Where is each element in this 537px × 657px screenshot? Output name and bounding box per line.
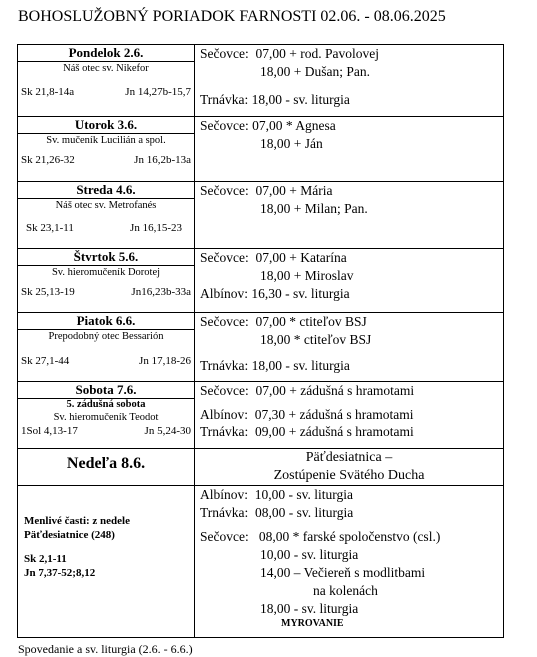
day-readings bbox=[18, 153, 194, 167]
sunday-name: Nedeľa 8.6. bbox=[66, 455, 146, 472]
day-saint: Prepodobný otec Bessarión bbox=[48, 331, 164, 342]
day-readings bbox=[18, 221, 194, 235]
mass-line: Sečovce: 07,00 + zádušná s hramotami bbox=[200, 383, 415, 398]
mass-spacer bbox=[195, 349, 503, 357]
sunday-header-row bbox=[18, 449, 504, 486]
day-name: Štvrtok 5.6. bbox=[18, 249, 194, 266]
mass-line: Sečovce: 07,00 * ctiteľov BSJ bbox=[200, 314, 367, 329]
day-name: Piatok 6.6. bbox=[18, 313, 194, 330]
props-title: Menlivé časti: z nedele bbox=[24, 515, 130, 527]
sunday-props bbox=[18, 486, 195, 638]
reading-gospel: Jn 17,18-26 bbox=[139, 355, 191, 367]
day-subtitle: 5. zádušná sobota bbox=[66, 399, 146, 410]
day-masses bbox=[195, 182, 504, 249]
reading-epistle: Sk 2,1-11 bbox=[24, 553, 67, 565]
mass-line: Sečovce: 07,00 + rod. Pavolovej bbox=[200, 46, 379, 61]
myrovanie-note: MYROVANIE bbox=[281, 618, 344, 629]
mass-line: 18,00 + Dušan; Pan. bbox=[260, 64, 370, 79]
page-title: BOHOSLUŽOBNÝ PORIADOK FARNOSTI 02.06. - 08.06.2025 bbox=[18, 8, 446, 25]
reading-gospel: Jn 5,24-30 bbox=[144, 425, 191, 437]
day-masses bbox=[195, 382, 504, 449]
day-info bbox=[18, 182, 195, 249]
mass-line: 18,00 - sv. liturgia bbox=[260, 601, 359, 616]
day-info bbox=[18, 45, 195, 117]
mass-line: 14,00 – Večiereň s modlitbami bbox=[260, 565, 426, 580]
reading-epistle: Sk 23,1-11 bbox=[26, 222, 74, 234]
day-masses bbox=[195, 45, 504, 117]
day-saint: Sv. hieromučeník Teodot bbox=[53, 412, 159, 423]
reading-gospel: Jn16,23b-33a bbox=[131, 286, 191, 298]
day-readings bbox=[18, 285, 194, 299]
day-info bbox=[18, 382, 195, 449]
mass-line: Albínov: 07,30 + zádušná s hramotami bbox=[200, 407, 414, 422]
reading-epistle: Sk 25,13-19 bbox=[21, 286, 75, 298]
day-masses bbox=[195, 313, 504, 382]
mass-line: 18,00 + Miroslav bbox=[260, 268, 354, 283]
mass-line: Trnávka: 09,00 + zádušná s hramotami bbox=[200, 424, 414, 439]
reading-gospel: Jn 16,15-23 bbox=[130, 222, 182, 234]
mass-spacer bbox=[195, 81, 503, 91]
footer-note: Spovedanie a sv. liturgia (2.6. - 6.6.) bbox=[18, 642, 193, 656]
mass-line: 18,00 + Milan; Pan. bbox=[260, 201, 368, 216]
mass-line: Trnávka: 18,00 - sv. liturgia bbox=[200, 358, 350, 373]
reading-gospel: Jn 16,2b-13a bbox=[134, 154, 191, 166]
day-readings bbox=[18, 424, 194, 438]
mass-line: Sečovce: 07,00 * Agnesa bbox=[200, 118, 336, 133]
reading-epistle: Sk 27,1-44 bbox=[21, 355, 70, 367]
day-saint: Sv. hieromučeník Dorotej bbox=[51, 267, 161, 278]
day-info bbox=[18, 117, 195, 182]
reading-epistle: Sk 21,8-14a bbox=[21, 86, 75, 98]
mass-line: 18,00 + Ján bbox=[260, 136, 323, 151]
mass-line: Sečovce: 07,00 + Mária bbox=[200, 183, 333, 198]
reading-gospel: Jn 14,27b-15,7 bbox=[125, 86, 191, 98]
schedule-table bbox=[17, 44, 504, 638]
day-saint: Sv. mučeník Lucilián a spol. bbox=[46, 135, 166, 146]
sunday-name-cell bbox=[18, 449, 195, 486]
sunday-masses bbox=[195, 486, 504, 638]
mass-line: Trnávka: 08,00 - sv. liturgia bbox=[200, 505, 354, 520]
day-masses bbox=[195, 249, 504, 313]
mass-line: Sečovce: 08,00 * farské spoločenstvo (csl.) bbox=[200, 529, 441, 544]
mass-line: Albínov: 16,30 - sv. liturgia bbox=[200, 286, 350, 301]
sunday-body-row bbox=[18, 486, 504, 638]
day-saint: Náš otec sv. Nikefor bbox=[63, 63, 149, 74]
day-readings bbox=[18, 354, 194, 368]
day-info bbox=[18, 313, 195, 382]
feast-subtitle: Zostúpenie Svätého Ducha bbox=[273, 468, 425, 483]
mass-line: Trnávka: 18,00 - sv. liturgia bbox=[200, 92, 350, 107]
mass-line: 10,00 - sv. liturgia bbox=[260, 547, 359, 562]
day-name: Pondelok 2.6. bbox=[18, 45, 194, 62]
day-name: Sobota 7.6. bbox=[18, 382, 194, 399]
day-row bbox=[18, 313, 504, 382]
reading-epistle: Sk 21,26-32 bbox=[21, 154, 75, 166]
feast-title: Päťdesiatnica – bbox=[305, 450, 393, 465]
day-name: Streda 4.6. bbox=[18, 182, 194, 199]
day-saint: Náš otec sv. Metrofanés bbox=[55, 200, 157, 211]
reading-epistle: 1Sol 4,13-17 bbox=[21, 425, 78, 437]
mass-line: 18,00 * ctiteľov BSJ bbox=[260, 332, 372, 347]
props-title-2: Päťdesiatnice (248) bbox=[24, 529, 115, 541]
reading-gospel: Jn 7,37-52;8,12 bbox=[24, 567, 96, 579]
day-row bbox=[18, 45, 504, 117]
mass-line: Sečovce: 07,00 + Katarína bbox=[200, 250, 347, 265]
mass-line: na kolenách bbox=[313, 583, 378, 598]
day-readings bbox=[18, 85, 194, 99]
day-row bbox=[18, 117, 504, 182]
mass-line: Albínov: 10,00 - sv. liturgia bbox=[200, 487, 353, 502]
day-name: Utorok 3.6. bbox=[18, 117, 194, 134]
day-row bbox=[18, 249, 504, 313]
sunday-feast-cell bbox=[195, 449, 504, 486]
day-row bbox=[18, 182, 504, 249]
day-row bbox=[18, 382, 504, 449]
day-masses bbox=[195, 117, 504, 182]
day-info bbox=[18, 249, 195, 313]
